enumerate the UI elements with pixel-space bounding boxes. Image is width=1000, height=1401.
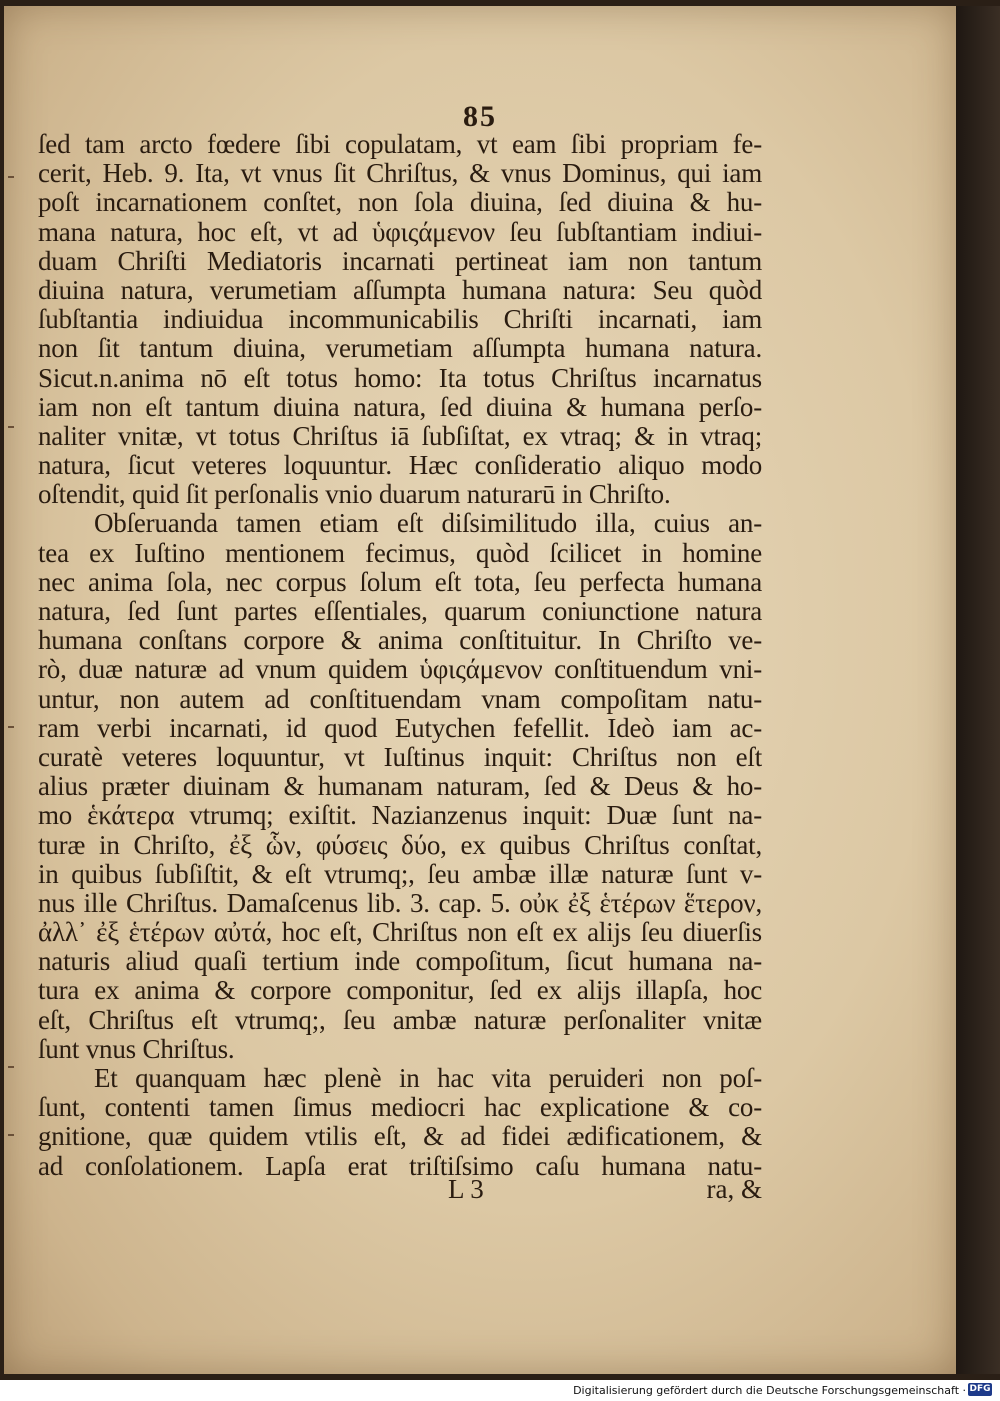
paragraph-start: Obſeruanda tamen etiam eſt diſsimilitudo illa, cuius an- bbox=[94, 509, 762, 539]
text-line: oſtendit, quid ſit perſonalis vnio duarum naturarū in Chriſto. bbox=[38, 480, 671, 510]
text-line: mo ἑκάτερα vtrumq; exiſtit. Nazianzenus inquit: Duæ ſunt na- bbox=[38, 801, 762, 831]
text-line: untur, non autem ad conſtituendam vnam compoſitam natu- bbox=[38, 684, 762, 714]
text-line: natura, ſicut veteres loquuntur. Hæc conſideratio aliquo modo bbox=[38, 451, 762, 481]
text-line: cerit, Heb. 9. Ita, vt vnus ſit Chriſtus, & vnus Dominus, qui iam bbox=[38, 159, 762, 189]
text-line: mana natura, hoc eſt, vt ad ὑφιςάμενον ſeu ſubſtantiam indiui- bbox=[38, 217, 762, 247]
margin-mark bbox=[8, 1066, 14, 1068]
text-line: duam Chriſti Mediatoris incarnati pertineat iam non tantum bbox=[38, 246, 762, 276]
funding-credit: Digitalisierung gefördert durch die Deutsche Forschungsgemeinschaft · bbox=[573, 1384, 966, 1397]
text-line: nec anima ſola, nec corpus ſolum eſt tota, ſeu perfecta humana bbox=[38, 567, 762, 597]
text-line: naliter vnitæ, vt totus Chriſtus iā ſubſiſtat, ex vtraq; & in vtraq; bbox=[38, 421, 762, 451]
text-line: non ſit tantum diuina, verumetiam aſſumpta humana natura. bbox=[38, 334, 762, 364]
margin-mark bbox=[8, 1134, 14, 1136]
margin-mark bbox=[8, 426, 14, 428]
text-line: iam non eſt tantum diuina natura, ſed diuina & humana perſo- bbox=[38, 392, 762, 422]
text-line: nus ille Chriſtus. Damaſcenus lib. 3. cap. 5. οὐκ ἐξ ἑτέρων ἕτερον, bbox=[38, 888, 762, 918]
text-line: ἀλλ᾽ ἐξ ἑτέρων αὐτά, hoc eſt, Chriſtus non eſt ex alijs ſeu diuerſis bbox=[38, 918, 762, 948]
text-line: natura, ſed ſunt partes eſſentiales, quarum coniunctione natura bbox=[38, 597, 762, 626]
text-line: eſt, Chriſtus eſt vtrumq;, ſeu ambæ naturæ perſonaliter vnitæ bbox=[38, 1005, 762, 1035]
text-line: curatè veteres loquuntur, vt Iuſtinus inquit: Chriſtus non eſt bbox=[38, 742, 762, 772]
text-line: ſed tam arcto fœdere ſibi copulatam, vt eam ſibi propriam fe- bbox=[38, 130, 762, 159]
paragraph-start: Et quanquam hæc plenè in hac vita peruideri non poſ- bbox=[94, 1064, 762, 1093]
text-line: naturis aliud quaſi tertium inde compoſitum, ſicut humana na- bbox=[38, 947, 762, 977]
text-line: rò, duæ naturæ ad vnum quidem ὑφιςάμενον conſtituendum vni- bbox=[38, 655, 762, 685]
body-text bbox=[38, 130, 762, 1181]
text-line: gnitione, quæ quidem vtilis eſt, & ad fidei ædificationem, & bbox=[38, 1122, 762, 1152]
dfg-logo: DFG bbox=[969, 1384, 991, 1394]
text-line: humana conſtans corpore & anima conſtituitur. In Chriſto ve- bbox=[38, 626, 762, 656]
margin-mark bbox=[8, 176, 14, 178]
text-line: tea ex Iuſtino mentionem fecimus, quòd ſcilicet in homine bbox=[38, 538, 762, 568]
text-line: ad conſolationem. Lapſa erat triſtiſsimo caſu humana natu- bbox=[38, 1151, 762, 1181]
text-line: ram verbi incarnati, id quod Eutychen fefellit. Ideò iam ac- bbox=[38, 713, 762, 743]
signature-mark: L 3 bbox=[448, 1174, 484, 1204]
text-line: poſt incarnationem conſtet, non ſola diuina, ſed diuina & hu- bbox=[38, 188, 762, 218]
text-line: alius præter diuinam & humanam naturam, ſed & Deus & ho- bbox=[38, 772, 762, 802]
book-page bbox=[4, 6, 956, 1374]
text-line: tura ex anima & corpore componitur, ſed ex alijs illapſa, hoc bbox=[38, 976, 762, 1006]
text-line: Sicut.n.anima nō eſt totus homo: Ita totus Chriſtus incarnatus bbox=[38, 363, 762, 393]
text-line: in quibus ſubſiſtit, & eſt vtrumq;, ſeu ambæ illæ naturæ ſunt v- bbox=[38, 859, 762, 889]
margin-mark bbox=[8, 726, 14, 728]
text-line: diuina natura, verumetiam aſſumpta humana natura: Seu quòd bbox=[38, 275, 762, 305]
text-line: turæ in Chriſto, ἐξ ὧν, φύσεις δύο, ex quibus Chriſtus conſtat, bbox=[38, 830, 762, 860]
page-footer bbox=[38, 1174, 762, 1206]
text-line: ſubſtantia indiuidua incommunicabilis Chriſti incarnati, iam bbox=[38, 305, 762, 335]
text-line: ſunt, contenti tamen ſimus mediocri hac explicatione & co- bbox=[38, 1093, 762, 1123]
catchword: ra, & bbox=[706, 1174, 762, 1204]
text-line: ſunt vnus Chriſtus. bbox=[38, 1034, 235, 1064]
page-number: 85 bbox=[463, 100, 497, 133]
scan-edge bbox=[956, 6, 1000, 1374]
